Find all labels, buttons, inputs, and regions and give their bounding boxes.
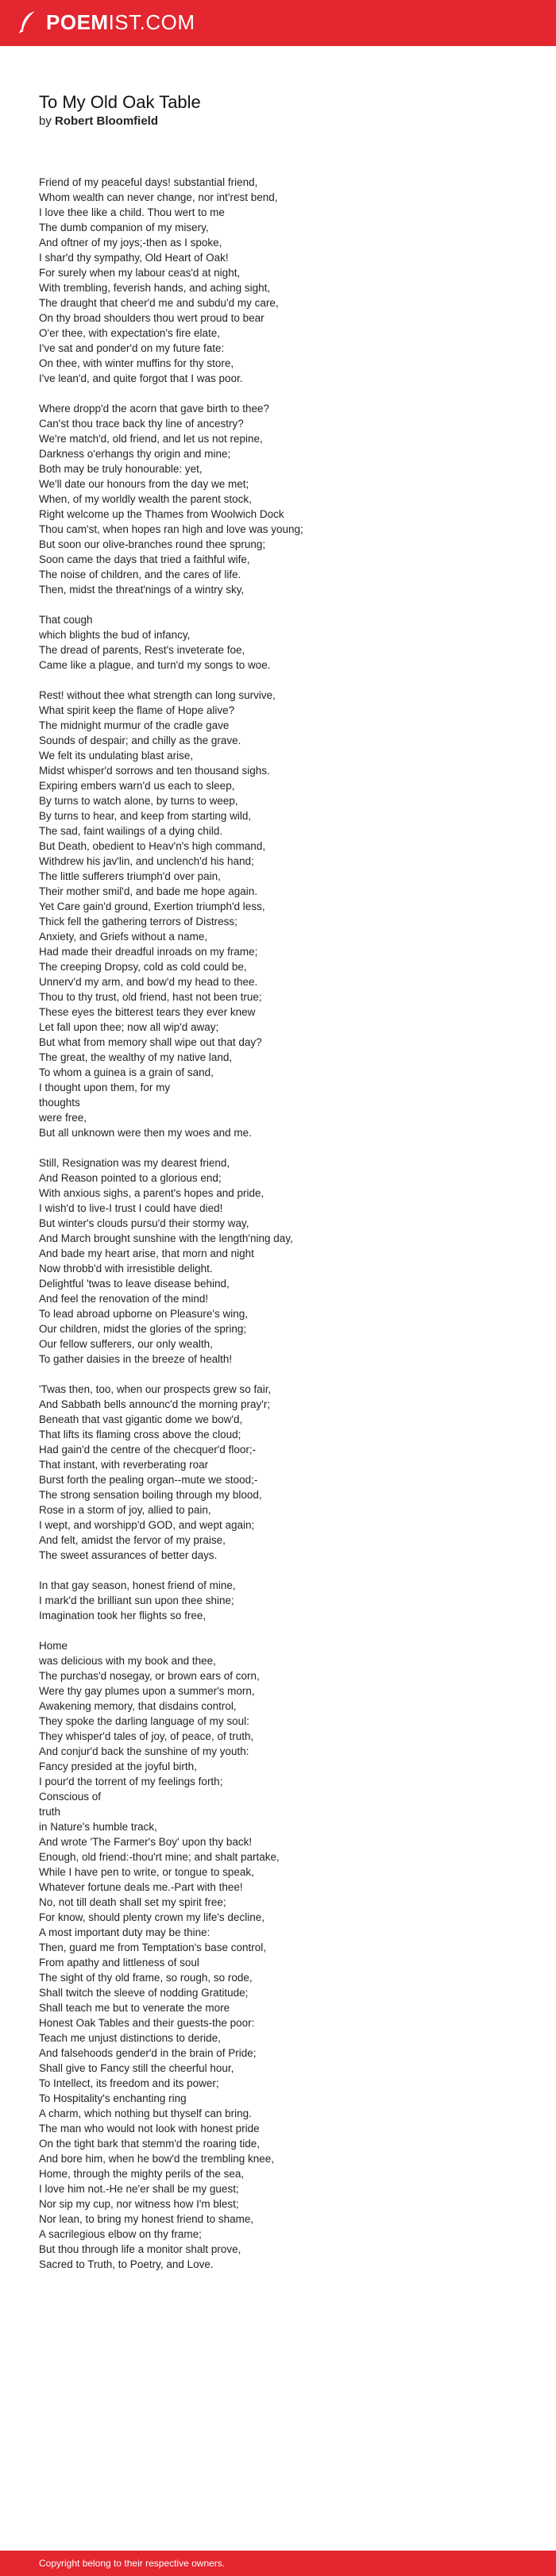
poem-title: To My Old Oak Table [39,92,201,112]
poem-line: I love him not.-He ne'er shall be my guest; [39,2183,239,2195]
poem-line: The dumb companion of my misery, [39,222,209,233]
poem-line: For know, should plenty crown my life's decline, [39,1911,264,1923]
poem-line: While I have pen to write, or tongue to speak, [39,1866,254,1878]
poem-line: Honest Oak Tables and their guests-the poor: [39,2017,255,2029]
poem-line: I wept, and worshipp'd GOD, and wept again; [39,1519,255,1531]
poem-line: Had made their dreadful inroads on my frame; [39,946,258,958]
poem-line: Anxiety, and Griefs without a name, [39,931,208,943]
poem-line: When, of my worldly wealth the parent stock, [39,493,252,505]
poem-line: Enough, old friend:-thou'rt mine; and shalt partake, [39,1851,280,1863]
poem-body [39,175,531,2272]
logo-text-light: IST.COM [108,10,195,34]
poem-line: With anxious sighs, a parent's hopes and pride, [39,1187,264,1199]
poem-line: They whisper'd tales of joy, of peace, of truth, [39,1730,254,1742]
poem-line: And March brought sunshine with the length'ning day, [39,1232,293,1244]
poem-line: Thou cam'st, when hopes ran high and love was young; [39,523,303,535]
poem-line: For surely when my labour ceas'd at night, [39,267,241,279]
poem-line: Then, guard me from Temptation's base control, [39,1942,266,1953]
poem-line: I thought upon them, for my [39,1082,171,1093]
site-footer [0,2551,556,2576]
poem-line: On thee, with winter muffins for thy store, [39,357,234,369]
byline [39,114,201,129]
stanza [39,1578,531,1623]
poem-line: From apathy and littleness of soul [39,1957,199,1969]
poem-line: in Nature's humble track, [39,1821,157,1833]
poem-author: Robert Bloomfield [55,114,159,128]
poem-line: By turns to hear, and keep from starting wild, [39,810,252,822]
site-header [0,0,556,46]
poem-line: Then, midst the threat'nings of a wintry sky, [39,584,245,596]
poem-line: Their mother smil'd, and bade me hope again. [39,885,257,897]
poem-line: were free, [39,1112,87,1124]
poem-line: The draught that cheer'd me and subdu'd my care, [39,297,279,309]
poem-line: I love thee like a child. Thou wert to me [39,206,225,218]
poem-line: And Reason pointed to a glorious end; [39,1172,222,1184]
poem-line: Sacred to Truth, to Poetry, and Love. [39,2258,214,2270]
poem-line: To Intellect, its freedom and its power; [39,2077,219,2089]
poem-line: That cough [39,614,93,626]
poem-line: They spoke the darling language of my soul: [39,1715,249,1727]
poem-line: But thou through life a monitor shalt prove, [39,2243,241,2255]
byline-prefix: by [39,114,52,128]
stanza [39,612,531,673]
poem-line: The midnight murmur of the cradle gave [39,719,230,731]
poem-line: But all unknown were then my woes and me. [39,1127,252,1139]
poem-line: The noise of children, and the cares of life. [39,569,241,580]
poem-line: That lifts its flaming cross above the cloud; [39,1429,241,1440]
poem-line: The sad, faint wailings of a dying child. [39,825,223,837]
poem-line: Shall twitch the sleeve of nodding Gratitude; [39,1987,249,1999]
poem-line: The little sufferers triumph'd over pain, [39,870,221,882]
poem-line: Where dropp'd the acorn that gave birth to thee? [39,403,270,415]
poem-line: Yet Care gain'd ground, Exertion triumph'd less, [39,900,265,912]
poem-line: But what from memory shall wipe out that day? [39,1036,262,1048]
quill-icon [17,10,38,34]
poem-line: And falsehoods gender'd in the brain of Pride; [39,2047,257,2059]
poem-line: Our fellow sufferers, our only wealth, [39,1338,213,1350]
poem-line: Came like a plague, and turn'd my songs to woe. [39,659,271,671]
poem-line: Our children, midst the glories of the spring; [39,1323,247,1335]
poem-line: Delightful 'twas to leave disease behind, [39,1278,230,1290]
poem-line: which blights the bud of infancy, [39,629,191,641]
poem-line: Fancy presided at the joyful birth, [39,1760,197,1772]
poem-line: To whom a guinea is a grain of sand, [39,1066,214,1078]
poem-line: Rose in a storm of joy, allied to pain, [39,1504,211,1516]
poem-line: Burst forth the pealing organ--mute we stood;- [39,1474,258,1486]
poem-line: With trembling, feverish hands, and aching sight, [39,282,271,294]
stanza [39,175,531,386]
logo-text-bold: POEM [46,10,109,34]
poem-line: Right welcome up the Thames from Woolwich Dock [39,508,284,520]
poem-line: Home, through the mighty perils of the sea, [39,2168,245,2180]
poem-line: Midst whisper'd sorrows and ten thousand sighs. [39,765,270,777]
poem-line: O'er thee, with expectation's fire elate, [39,327,221,339]
poem-line: Shall teach me but to venerate the more [39,2002,230,2014]
poem-line: Imagination took her flights so free, [39,1610,207,1622]
stanza [39,1155,531,1367]
poem-line: I pour'd the torrent of my feelings forth; [39,1776,223,1787]
poem-line: In that gay season, honest friend of mine, [39,1579,236,1591]
stanza [39,688,531,1140]
poem-line: Can'st thou trace back thy line of ancestry? [39,418,244,430]
poem-line: Let fall upon thee; now all wip'd away; [39,1021,219,1033]
poem-line: And bade my heart arise, that morn and night [39,1248,254,1259]
stanza [39,401,531,597]
poem-line: And conjur'd back the sunshine of my youth: [39,1745,249,1757]
poem-line: Thou to thy trust, old friend, hast not been true; [39,991,262,1003]
poem-line: Soon came the days that tried a faithful wife, [39,553,250,565]
poem-heading [39,91,201,129]
poem-line: No, not till death shall set my spirit free; [39,1896,226,1908]
poem-line: Darkness o'erhangs thy origin and mine; [39,448,231,460]
poem-line: A charm, which nothing but thyself can bring. [39,2107,252,2119]
poem-line: I wish'd to live-I trust I could have died! [39,1202,223,1214]
poem-line: Now throbb'd with irresistible delight. [39,1263,213,1275]
poem-line: The purchas'd nosegay, or brown ears of corn, [39,1670,260,1682]
poem-line: Whom wealth can never change, nor int'rest bend, [39,191,278,203]
poem-line: The dread of parents, Rest's inveterate foe, [39,644,245,656]
poem-line: Had gain'd the centre of the checquer'd floor;- [39,1444,257,1456]
poem-line: But winter's clouds pursu'd their stormy way, [39,1217,249,1229]
poem-line: These eyes the bitterest tears they ever knew [39,1006,256,1018]
poem-line: Shall give to Fancy still the cheerful hour, [39,2062,234,2074]
poem-line: To Hospitality's enchanting ring [39,2092,187,2104]
poem-line: That instant, with reverberating roar [39,1459,209,1471]
poem-line: On thy broad shoulders thou wert proud to bear [39,312,264,324]
poem-line: The man who would not look with honest pride [39,2123,260,2134]
poem-line: And wrote 'The Farmer's Boy' upon thy back! [39,1836,253,1848]
poem-line: I've sat and ponder'd on my future fate: [39,342,225,354]
poem-line: On the tight bark that stemm'd the roaring tide, [39,2138,260,2150]
poem-line: Unnerv'd my arm, and bow'd my head to thee. [39,976,258,988]
poem-line: Sounds of despair; and chilly as the grave. [39,735,241,746]
poem-line: The great, the wealthy of my native land, [39,1051,233,1063]
poem-line: Both may be truly honourable: yet, [39,463,203,475]
poem-line: Whatever fortune deals me.-Part with thee! [39,1881,243,1893]
poem-line: And felt, amidst the fervor of my praise, [39,1534,226,1546]
poem-line: To lead abroad upborne on Pleasure's wing, [39,1308,249,1320]
poem-line: What spirit keep the flame of Hope alive? [39,704,235,716]
poem-line: A most important duty may be thine: [39,1926,210,1938]
poem-line: Awakening memory, that disdains control, [39,1700,237,1712]
stanza [39,1382,531,1563]
poem-line: was delicious with my book and thee, [39,1655,216,1667]
poem-line: Rest! without thee what strength can long survive, [39,689,276,701]
poem-line: thoughts [39,1097,80,1109]
poem-line: Conscious of [39,1791,102,1803]
poem-line: We'll date our honours from the day we met; [39,478,249,490]
poem-line: Thick fell the gathering terrors of Distress; [39,916,237,927]
poem-line: To gather daisies in the breeze of health! [39,1353,233,1365]
poem-line: I shar'd thy sympathy, Old Heart of Oak! [39,252,229,264]
poem-line: I mark'd the brilliant sun upon thee shine; [39,1595,234,1606]
poem-line: 'Twas then, too, when our prospects grew so fair, [39,1383,272,1395]
poem-line: truth [39,1806,61,1818]
poem-line: And bore him, when he bow'd the trembling knee, [39,2153,275,2165]
poem-line: Friend of my peaceful days! substantial friend, [39,176,258,188]
poem-line: Nor lean, to bring my honest friend to shame, [39,2213,254,2225]
site-logo[interactable] [17,10,195,34]
stanza [39,1638,531,2272]
poem-line: A sacrilegious elbow on thy frame; [39,2228,202,2240]
poem-line: And oftner of my joys;-then as I spoke, [39,237,222,249]
poem-line: But soon our olive-branches round thee sprung; [39,538,266,550]
poem-line: Teach me unjust distinctions to deride, [39,2032,221,2044]
poem-line: Still, Resignation was my dearest friend, [39,1157,230,1169]
logo-text [46,10,195,34]
poem-line: Nor sip my cup, nor witness how I'm blest; [39,2198,239,2210]
poem-line: I've lean'd, and quite forgot that I was poor. [39,372,243,384]
poem-line: The creeping Dropsy, cold as cold could be, [39,961,247,973]
poem-line: And feel the renovation of the mind! [39,1293,209,1305]
poem-line: Home [39,1640,68,1652]
copyright-text: Copyright belong to their respective owners. [39,2558,226,2569]
poem-line: Expiring embers warn'd us each to sleep, [39,780,235,792]
poem-line: The strong sensation boiling through my blood, [39,1489,262,1501]
poem-line: Were thy gay plumes upon a summer's morn, [39,1685,255,1697]
poem-line: And Sabbath bells announc'd the morning pray'r; [39,1398,271,1410]
poem-line: We felt its undulating blast arise, [39,750,194,762]
poem-line: The sight of thy old frame, so rough, so rode, [39,1972,253,1984]
poem-line: Withdrew his jav'lin, and unclench'd his hand; [39,855,254,867]
poem-line: By turns to watch alone, by turns to weep, [39,795,238,807]
poem-line: But Death, obedient to Heav'n's high command, [39,840,266,852]
poem-line: Beneath that vast gigantic dome we bow'd, [39,1413,243,1425]
poem-line: We're match'd, old friend, and let us not repine, [39,433,263,445]
poem-line: The sweet assurances of better days. [39,1549,218,1561]
